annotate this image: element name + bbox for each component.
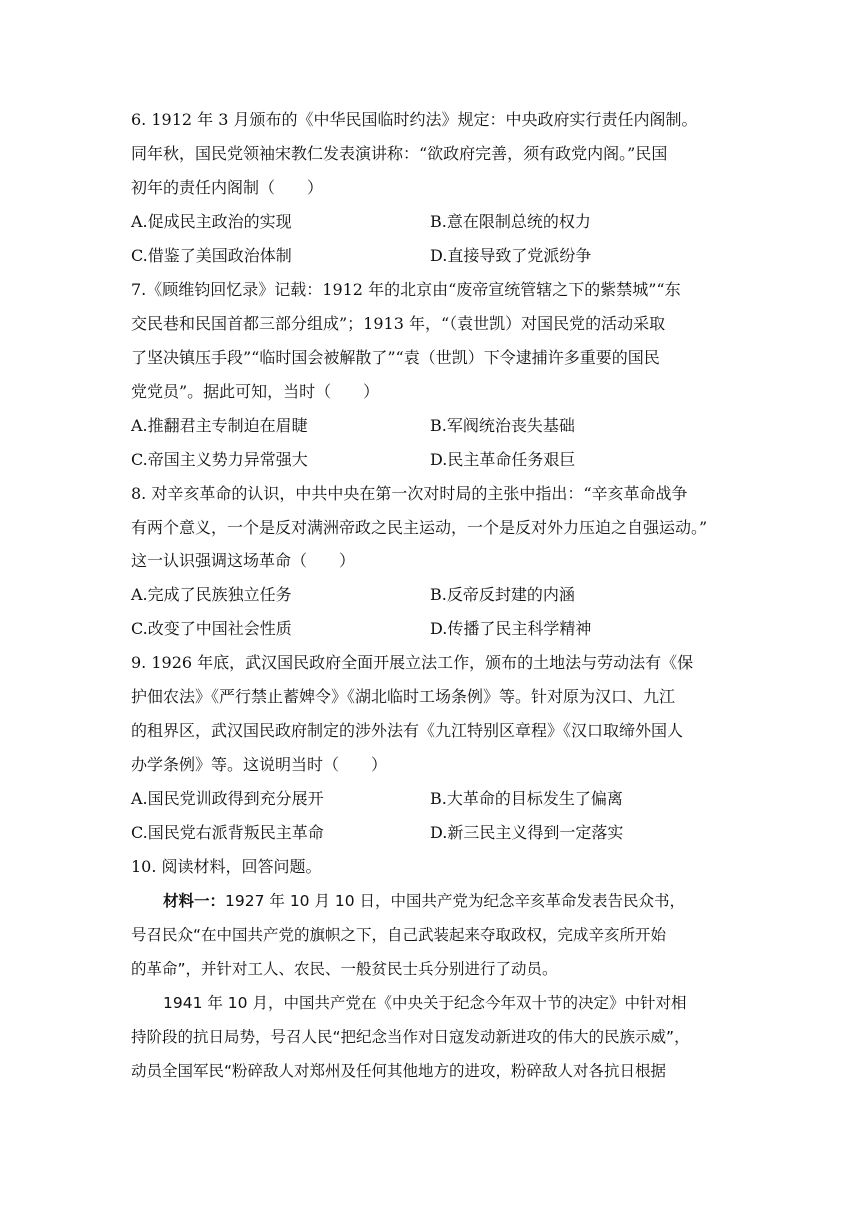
question-7-line-2: 交民巷和民国首都三部分组成”；1913 年，“（袁世凯）对国民党的活动采取	[131, 314, 666, 333]
material-1-line-1	[163, 889, 741, 913]
question-8-line-3: 这一认识强调这场革命（ ）	[131, 551, 356, 570]
question-6-option-d: D.直接导致了党派纷争	[430, 246, 592, 265]
material-1-para-2-line-1: 1941 年 10 月，中国共产党在《中央关于纪念今年双十节的决定》中针对相	[163, 994, 687, 1012]
question-8-option-c: C.改变了中国社会性质	[131, 619, 292, 638]
question-7-option-d: D.民主革命任务艰巨	[430, 450, 576, 469]
question-9-option-a: A.国民党训政得到充分展开	[131, 789, 324, 808]
question-8-option-d: D.传播了民主科学精神	[430, 619, 592, 638]
question-8-line-1: 8. 对辛亥革命的认识，中共中央在第一次对时局的主张中指出：“辛亥革命战争	[131, 484, 688, 503]
question-9-line-2: 护佃农法》《严行禁止蓄婢令》《湖北临时工场条例》等。针对原为汉口、九江	[131, 687, 676, 706]
material-1-line-1-text: 1927 年 10 月 10 日，中国共产党为纪念辛亥革命发表告民众书，	[225, 892, 686, 910]
material-1-para-2-line-3: 动员全国军民“粉碎敌人对郑州及任何其他地方的进攻，粉碎敌人对各抗日根据	[131, 1062, 667, 1080]
question-8-option-b: B.反帝反封建的内涵	[430, 585, 575, 604]
question-9-option-b: B.大革命的目标发生了偏离	[430, 789, 623, 808]
question-9-option-c: C.国民党右派背叛民主革命	[131, 823, 324, 842]
question-6-line-1: 6. 1912 年 3 月颁布的《中华民国临时约法》规定：中央政府实行责任内阁制。	[131, 110, 698, 129]
question-7-option-a: A.推翻君主专制迫在眉睫	[131, 416, 308, 435]
question-8-line-2: 有两个意义，一个是反对满洲帝政之民主运动，一个是反对外力压迫之自强运动。”	[131, 518, 708, 537]
question-10-stem: 10. 阅读材料，回答问题。	[131, 857, 322, 876]
question-7-option-c: C.帝国主义势力异常强大	[131, 450, 308, 469]
question-7-option-b: B.军阀统治丧失基础	[430, 416, 575, 435]
material-1-label: 材料一：	[163, 892, 226, 910]
question-6-option-a: A.促成民主政治的实现	[131, 212, 292, 231]
question-6-option-c: C.借鉴了美国政治体制	[131, 246, 292, 265]
question-9-line-4: 办学条例》等。这说明当时（ ）	[131, 755, 388, 774]
material-1-line-2: 号召民众“在中国共产党的旗帜之下，自己武装起来夺取政权，完成辛亥所开始	[131, 926, 667, 944]
question-7-line-4: 党党员”。据此可知，当时（ ）	[131, 382, 380, 401]
question-6-option-b: B.意在限制总统的权力	[430, 212, 591, 231]
material-1-para-2-line-2: 持阶段的抗日局势，号召人民“把纪念当作对日寇发动新进攻的伟大的民族示威”，	[131, 1028, 690, 1046]
question-7-line-1: 7.《顾维钧回忆录》记载：1912 年的北京由“废帝宣统管辖之下的紫禁城”“东	[131, 280, 681, 299]
question-9-option-d: D.新三民主义得到一定落实	[430, 823, 624, 842]
question-6-line-2: 同年秋，国民党领袖宋教仁发表演讲称：“欲政府完善，须有政党内阁。”民国	[131, 144, 668, 163]
question-9-line-1: 9. 1926 年底，武汉国民政府全面开展立法工作，颁布的土地法与劳动法有《保	[131, 653, 694, 672]
question-7-line-3: 了坚决镇压手段”“临时国会被解散了”“袁（世凯）下令逮捕许多重要的国民	[131, 348, 660, 367]
material-1-line-3: 的革命”，并针对工人、农民、一般贫民士兵分别进行了动员。	[131, 960, 558, 978]
question-9-line-3: 的租界区，武汉国民政府制定的涉外法有《九江特别区章程》《汉口取缔外国人	[131, 721, 684, 740]
question-8-option-a: A.完成了民族独立任务	[131, 585, 292, 604]
question-6-line-3: 初年的责任内阁制（ ）	[131, 178, 324, 197]
